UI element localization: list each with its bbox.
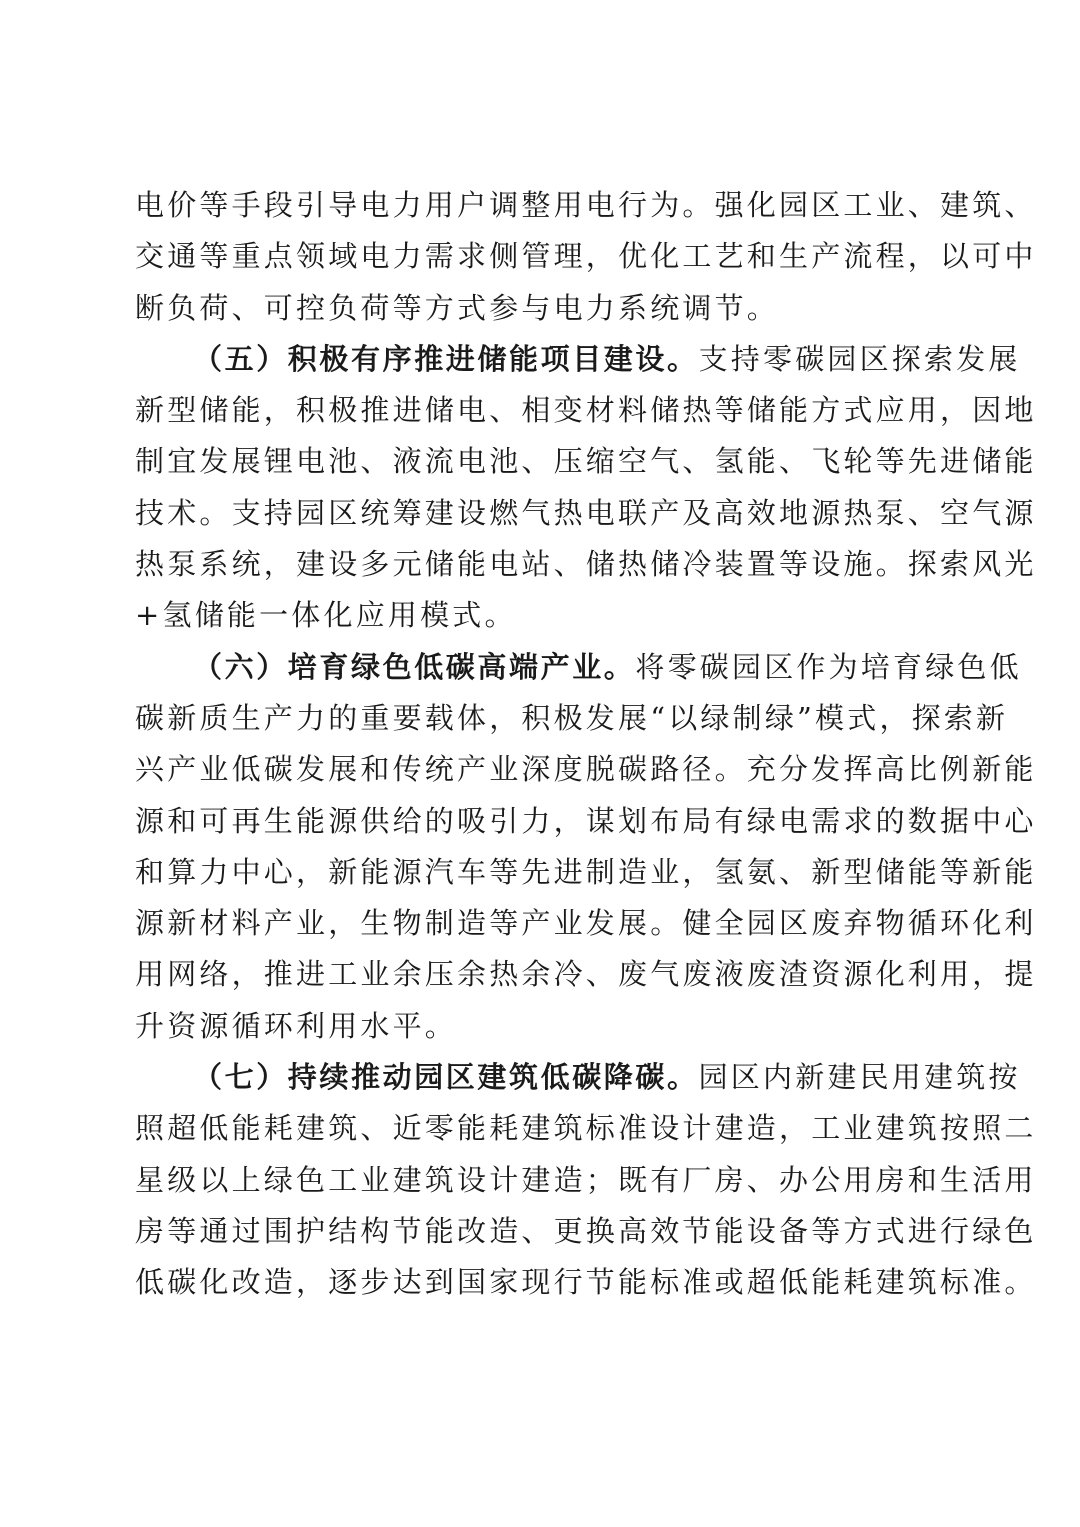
text-run: 支持零碳园区探索发展 (698, 341, 1021, 376)
text-line: 照超低能耗建筑、近零能耗建筑标准设计建造，工业建筑按照二 (135, 1111, 1037, 1146)
text-run: 园区内新建民用建筑按 (698, 1060, 1021, 1095)
section-heading-6: （六）培育绿色低碳高端产业。 (193, 649, 636, 684)
text-line: 电价等手段引导电力用户调整用电行为。强化园区工业、建筑、 (135, 188, 1037, 222)
text-line: 制宜发展锂电池、液流电池、压缩空气、氢能、飞轮等先进储能 (135, 444, 1037, 479)
document-page (135, 180, 1037, 1309)
section-heading-5: （五）积极有序推进储能项目建设。 (193, 341, 699, 376)
section-heading-7: （七）持续推动园区建筑低碳降碳。 (193, 1060, 699, 1095)
text-line: 用网络，推进工业余压余热余冷、废气废液废渣资源化利用，提 (135, 957, 1037, 992)
text-line: 星级以上绿色工业建筑设计建造；既有厂房、办公用房和生活用 (135, 1162, 1037, 1197)
text-line (135, 334, 1021, 385)
text-run: 将零碳园区作为培育绿色低 (635, 649, 1022, 684)
text-line: 断负荷、可控负荷等方式参与电力系统调节。 (135, 290, 780, 325)
text-line: +氢储能一体化应用模式。 (135, 598, 517, 633)
paragraph-building-carbon (135, 1052, 1037, 1308)
text-line: 兴产业低碳发展和传统产业深度脱碳路径。充分发挥高比例新能 (135, 752, 1037, 787)
text-line (135, 1052, 1021, 1103)
text-line: 低碳化改造，逐步达到国家现行节能标准或超低能耗建筑标准。 (135, 1265, 1037, 1300)
text-line: 新型储能，积极推进储电、相变材料储热等储能方式应用，因地 (135, 393, 1037, 428)
text-line: 碳新质生产力的重要载体，积极发展“以绿制绿”模式，探索新 (135, 700, 1009, 735)
text-line: 和算力中心，新能源汽车等先进制造业，氢氨、新型储能等新能 (135, 854, 1037, 889)
paragraph-green-industry (135, 642, 1037, 1052)
paragraph-electricity-demand (135, 180, 1037, 334)
text-line: 源和可再生能源供给的吸引力，谋划布局有绿电需求的数据中心 (135, 803, 1037, 838)
paragraph-energy-storage (135, 334, 1037, 642)
text-line: 房等通过围护结构节能改造、更换高效节能设备等方式进行绿色 (135, 1213, 1037, 1248)
text-line: 技术。支持园区统筹建设燃气热电联产及高效地源热泵、空气源 (135, 495, 1037, 530)
text-line: 源新材料产业，生物制造等产业发展。健全园区废弃物循环化利 (135, 906, 1037, 941)
text-line: 升资源循环利用水平。 (135, 1008, 458, 1043)
text-line (135, 642, 1022, 693)
text-line: 热泵系统，建设多元储能电站、储热储冷装置等设施。探索风光 (135, 547, 1037, 582)
text-line: 交通等重点领域电力需求侧管理，优化工艺和生产流程，以可中 (135, 239, 1037, 274)
